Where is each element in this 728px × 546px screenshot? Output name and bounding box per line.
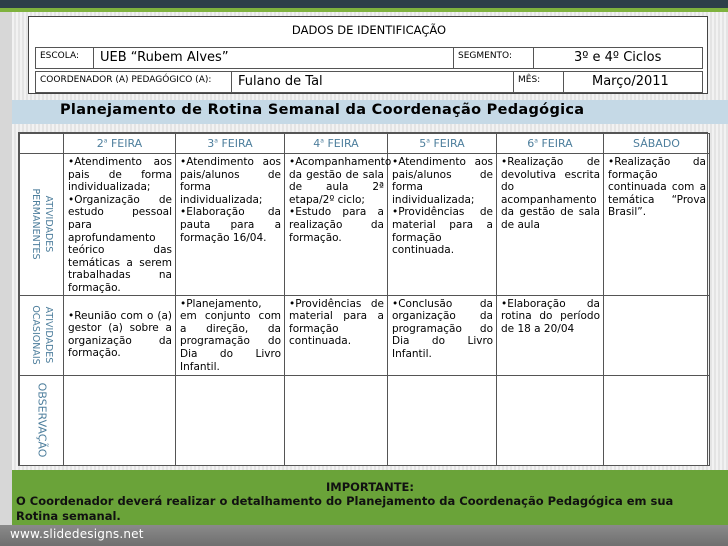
row-label-observacao bbox=[20, 375, 64, 465]
coordenador-label: COORDENADOR (A) PEDAGÓGICO (A): bbox=[40, 75, 212, 85]
table-cell: •Acompanhamento da gestão de sala de aula 2ª etapa/2º ciclo; •Estudo para a realização da formação. bbox=[285, 154, 388, 296]
segmento-label-cell bbox=[454, 48, 534, 68]
table-cell bbox=[64, 375, 176, 465]
escola-value: UEB “Rubem Alves” bbox=[100, 50, 229, 65]
identification-title: DADOS DE IDENTIFICAÇÃO bbox=[291, 23, 447, 37]
table-cell: •Atendimento aos pais/alunos de forma individualizada; •Elaboração da pauta para a formação 16/04. bbox=[176, 154, 285, 296]
identification-box bbox=[28, 16, 708, 94]
segmento-value: 3º e 4º Ciclos bbox=[574, 50, 662, 65]
row-label-text: OBSERVAÇÃO bbox=[35, 382, 48, 458]
row-label-ocasionais bbox=[20, 295, 64, 375]
table-cell bbox=[176, 375, 285, 465]
day-header: 4$^a$ FEIRA bbox=[285, 134, 388, 154]
header-row bbox=[20, 134, 710, 154]
mes-value: Março/2011 bbox=[592, 74, 669, 89]
day-header: 5$^a$ FEIRA bbox=[388, 134, 497, 154]
corner-cell bbox=[20, 134, 64, 154]
table-cell: •Atendimento aos pais de forma individualizada; •Organização de estudo pessoal para aprofundamento teórico das temáticas a serem trabalhadas na formação. bbox=[64, 154, 176, 296]
table-cell bbox=[604, 295, 710, 375]
table-cell bbox=[388, 375, 497, 465]
table-row bbox=[20, 154, 710, 296]
table-cell: •Planejamento, em conjunto com a direção, da programação do Dia do Livro Infantil. bbox=[176, 295, 285, 375]
table-cell bbox=[604, 375, 710, 465]
mes-value-cell bbox=[564, 72, 702, 92]
segmento-value-cell bbox=[534, 48, 702, 68]
escola-value-cell bbox=[94, 48, 454, 68]
important-title: IMPORTANTE: bbox=[325, 480, 415, 494]
row-label-permanentes bbox=[20, 154, 64, 296]
table-cell: •Reunião com o (a) gestor (a) sobre a organização da formação. bbox=[64, 295, 176, 375]
coordenador-value-cell bbox=[232, 72, 514, 92]
title-banner bbox=[12, 100, 728, 124]
escola-label: ESCOLA: bbox=[40, 51, 80, 61]
row-label-text: ATIVIDADES OCASIONAIS bbox=[29, 305, 54, 365]
coordinator-row bbox=[35, 71, 703, 93]
important-note-box bbox=[12, 470, 728, 525]
day-header: 3$^a$ FEIRA bbox=[176, 134, 285, 154]
table-cell: •Providências de material para a formação continuada. bbox=[285, 295, 388, 375]
escola-label-cell bbox=[36, 48, 94, 68]
table-cell: •Realização de devolutiva escrita do acompanhamento da gestão de sala de aula bbox=[497, 154, 604, 296]
table-cell bbox=[497, 375, 604, 465]
top-decorative-bar bbox=[0, 0, 728, 8]
coordenador-label-cell bbox=[36, 72, 232, 92]
day-header: 6$^a$ FEIRA bbox=[497, 134, 604, 154]
table-cell: •Conclusão da organização da programação do Dia do Livro Infantil. bbox=[388, 295, 497, 375]
table-cell: •Realização da formação continuada com a temática “Prova Brasil”. bbox=[604, 154, 710, 296]
coordenador-value: Fulano de Tal bbox=[238, 74, 323, 89]
day-header: SÁBADO bbox=[604, 134, 710, 154]
table-cell: •Elaboração da rotina do período de 18 a 20/04 bbox=[497, 295, 604, 375]
weekly-routine-table bbox=[18, 132, 708, 466]
day-header: 2$^a$ FEIRA bbox=[64, 134, 176, 154]
table-cell: •Atendimento aos pais/alunos de forma individualizada; •Providências de material para a formação continuada. bbox=[388, 154, 497, 296]
table-row bbox=[20, 295, 710, 375]
school-row bbox=[35, 47, 703, 69]
row-label-text: ATIVIDADES PERMANENTES bbox=[29, 188, 54, 260]
important-body: O Coordenador deverá realizar o detalhamento do Planejamento da Coordenação Pedagógica em sua Rotina semanal. bbox=[16, 494, 674, 523]
top-accent-bar bbox=[0, 8, 728, 12]
left-decorative-bar bbox=[0, 0, 12, 546]
footer-site: www.slidedesigns.net bbox=[10, 527, 144, 541]
page-title: Planejamento de Rotina Semanal da Coordenação Pedagógica bbox=[60, 102, 585, 118]
table-cell bbox=[285, 375, 388, 465]
mes-label-cell bbox=[514, 72, 564, 92]
segmento-label: SEGMENTO: bbox=[458, 51, 513, 61]
mes-label: MÊS: bbox=[518, 75, 541, 85]
table-row bbox=[20, 375, 710, 465]
